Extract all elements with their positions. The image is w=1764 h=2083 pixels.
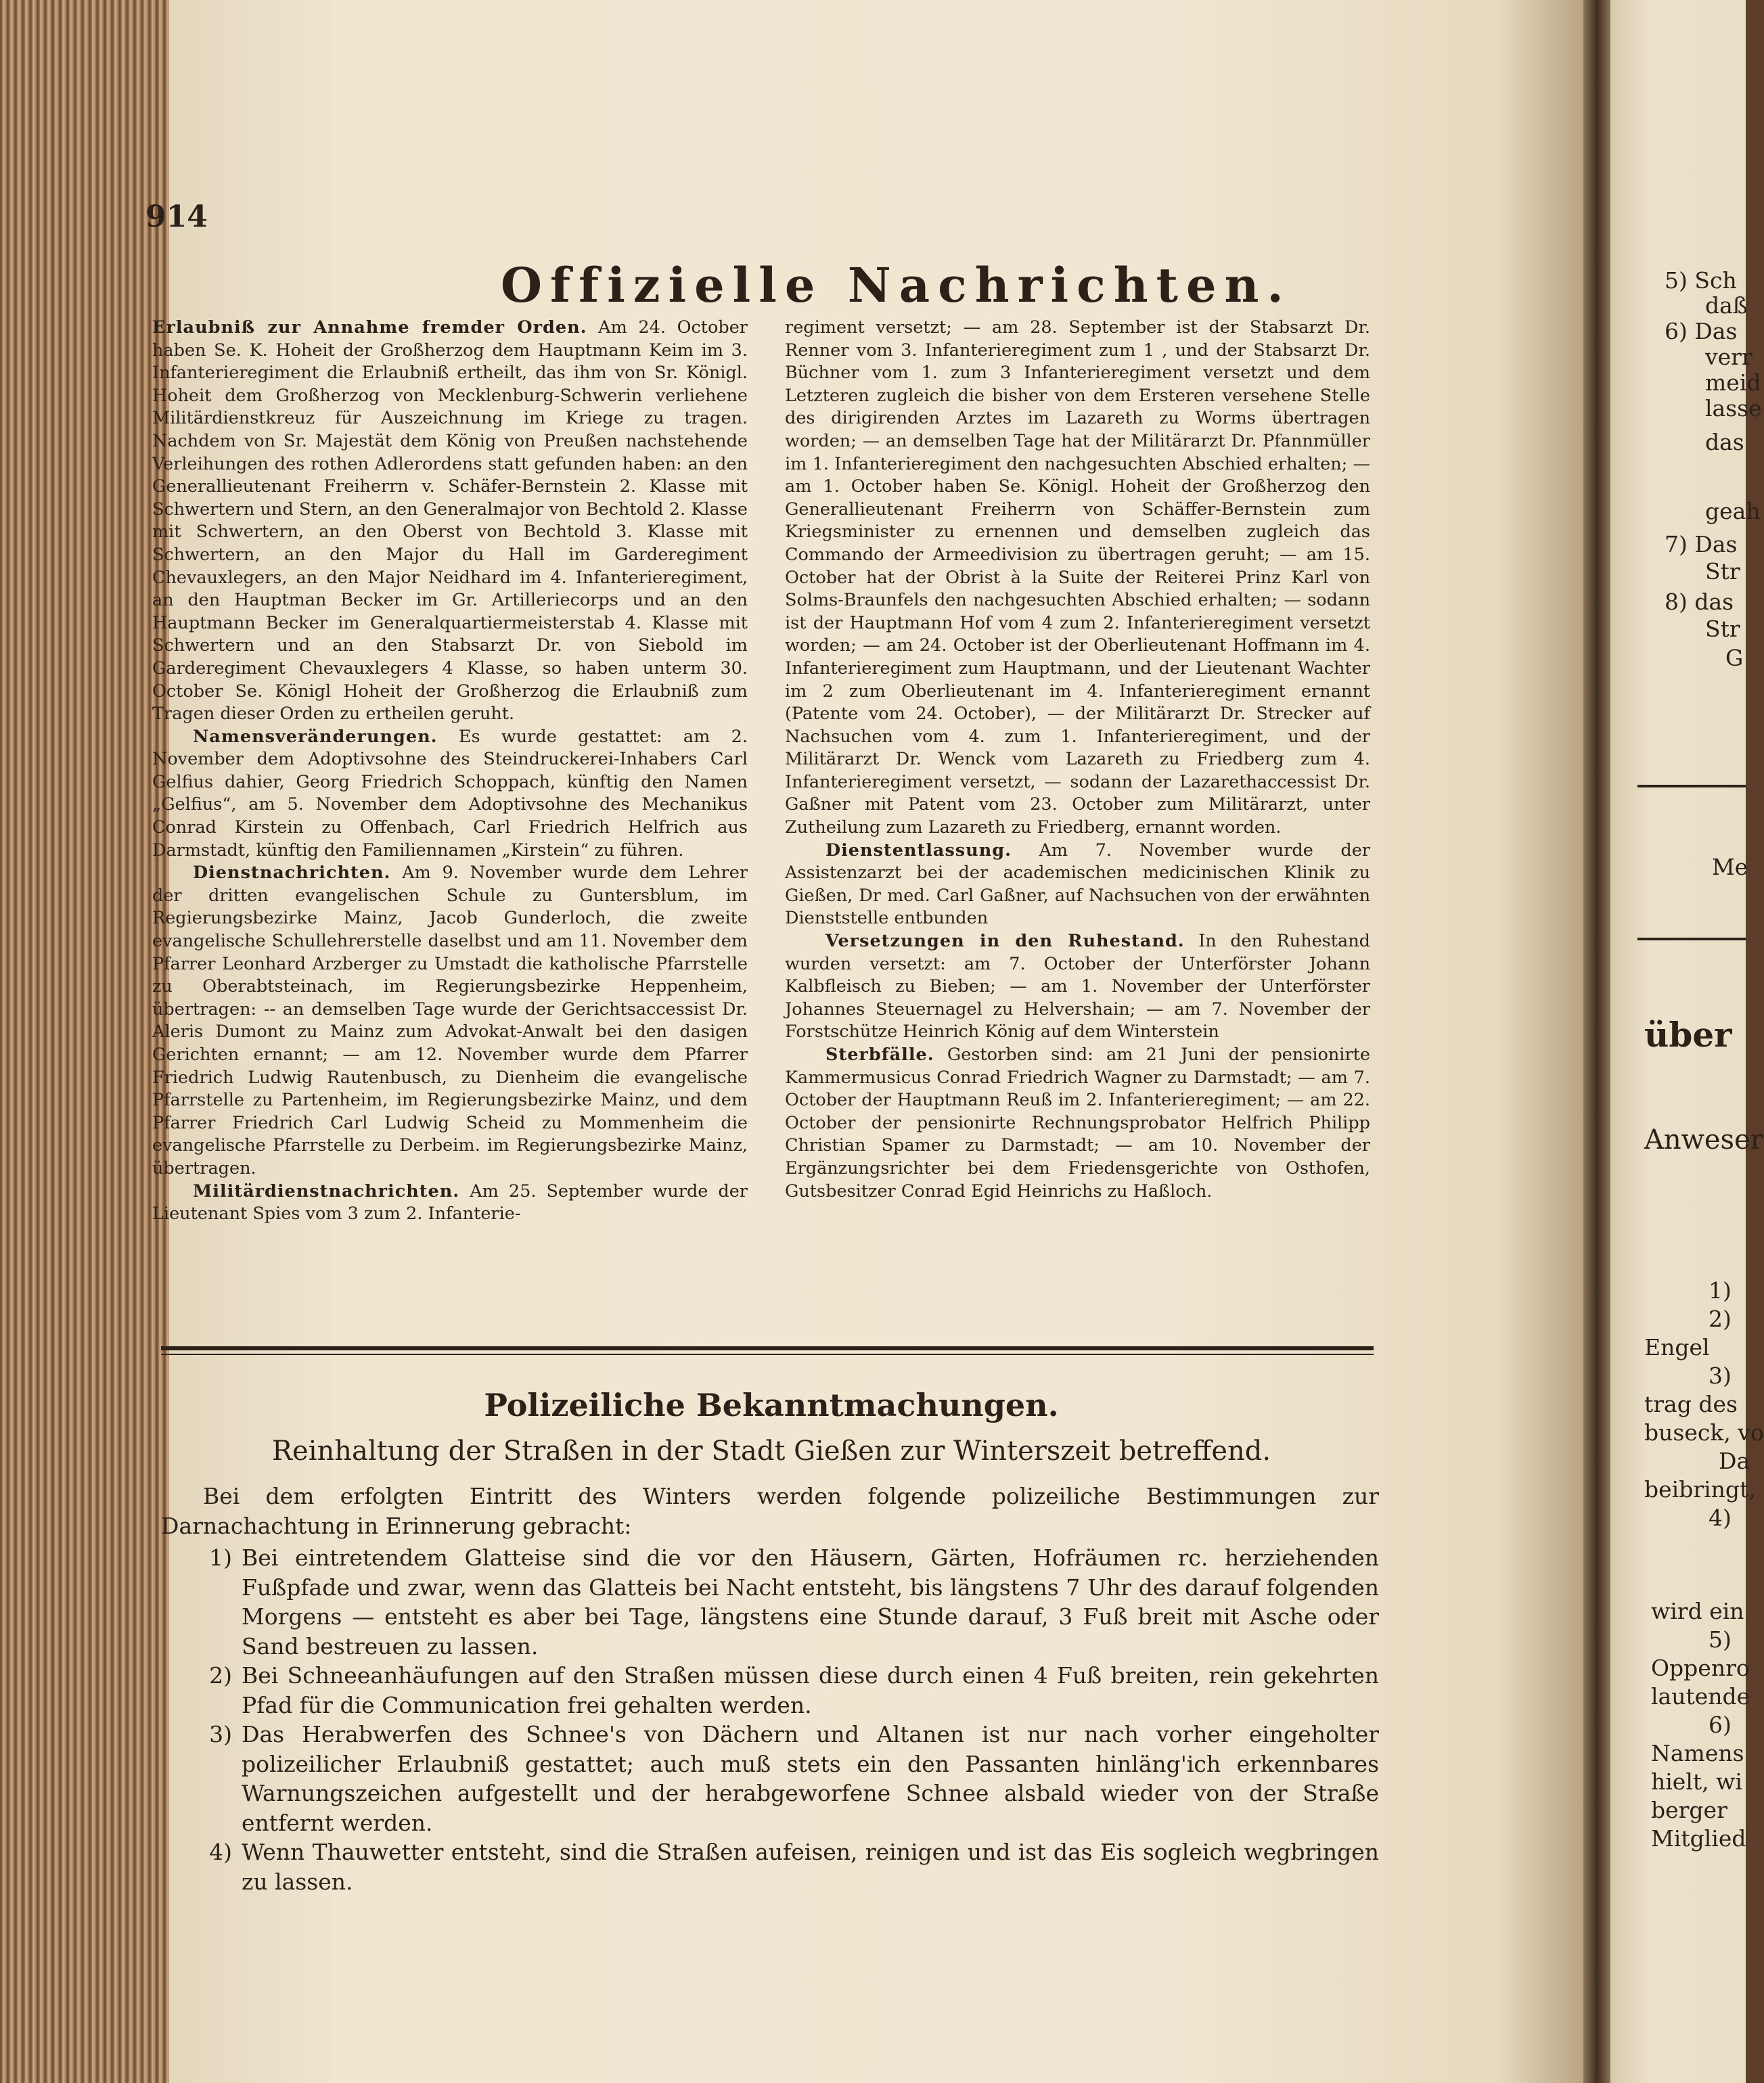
- article-heading: Versetzungen in den Ruhestand.: [826, 931, 1185, 952]
- fragment-text: Str: [1705, 616, 1740, 642]
- fragment-text: berger: [1651, 1797, 1727, 1823]
- article-text: Am 7. November wurde der Assistenzarzt bei der academischen medicinischen Klinik zu Gießen, Dr med. Carl Gaßner, auf Nachsuchen von der erwähnten Dienststelle entbunden: [785, 840, 1370, 929]
- fragment-text: 2): [1709, 1306, 1732, 1332]
- book-gutter: [1583, 0, 1610, 2083]
- item-text: Bei eintretendem Glatteise sind die vor den Häusern, Gärten, Hofräumen rc. herziehenden Fußpfade und zwar, wenn das Glatteis bei Nacht entsteht, bis längstens 7 Uhr des darauf folgenden Morgens — entsteht es aber bei Tage, längstens eine Stunde darauf, 3 Fuß breit mit Asche oder Sand bestreuen zu lassen.: [242, 1544, 1379, 1659]
- item-number: 3): [209, 1721, 232, 1747]
- police-notice-subtitle: Reinhaltung der Straßen in der Stadt Gießen zur Winterszeit betreffend.: [271, 1436, 1271, 1467]
- fragment-text: Me: [1712, 854, 1748, 880]
- article-text: Am 24. October haben Se. K. Hoheit der Großherzog dem Hauptmann Keim im 3. Infanterieregiment die Erlaubniß ertheilt, das ihm von Sr. Königl. Hoheit dem Großherzog von Mecklenburg-Schwerin verliehene Militärdienstkreuz für Auszeichnung im Kriege zu tragen. Nachdem von Sr. Majestät dem König von Preußen nachstehende Verleihungen des rothen Adlerordens statt gefunden haben: an den Generallieutenant Freiherrn v. Schäfer-Bernstein 2. Klasse mit Schwertern und Stern, an den Generalmajor von Bechtold 2. Klasse mit Schwertern, an den Oberst von Bechtold 3. Klasse mit Schwertern, an den Major du Hall im Garderegiment Chevauxlegers, an den Major Neidhard im 4. Infanterieregiment, an den Hauptman Becker im Gr. Artilleriecorps und an den Hauptmann Becker im Generalquartiermeisterstab 4. Klasse mit Schwertern und an den Stabsarzt Dr. von Siebold im Garderegiment Chevauxlegers 4 Klasse, so haben unterm 30. October Se. Königl Hoheit der Großherzog die Erlaubniß zum Tragen dieser Orden zu ertheilen geruht.: [152, 317, 748, 725]
- fragment-text: 8) das: [1665, 589, 1734, 615]
- article-heading: Militärdienstnachrichten.: [193, 1181, 460, 1201]
- article-paragraph: [152, 726, 748, 863]
- article-paragraph: [785, 930, 1370, 1044]
- fragment-text: 7) Das: [1665, 531, 1738, 557]
- article-text: regiment versetzt; — am 28. September ist der Stabsarzt Dr. Renner vom 3. Infanterieregiment zum 1 , und der Stabsarzt Dr. Büchner vom 1. zum 3 Infanterieregiment versetzt und dem Letzteren zugleich die bisher von dem Ersteren versehene Stelle des dirigirenden Arztes im Lazareth zu Worms übertragen worden; — an demselben Tage hat der Militärarzt Dr. Pfannmüller im 1. Infanterieregiment den nachgesuchten Abschied erhalten; — am 1. October haben Se. Königl. Hoheit der Großherzog den Generallieutenant Freiherrn von Schäffer-Bernstein zum Kriegsminister zu ernennen und demselben zugleich das Commando der Armeedivision zu übertragen geruht; — am 15. October hat der Obrist à la Suite der Reiterei Prinz Karl von Solms-Braunfels den nachgesuchten Abschied erhalten; — sodann ist der Hauptmann Hof vom 4 zum 2. Infanterieregiment versetzt worden; — am 24. October ist der Oberlieutenant Hoffmann im 4. Infanterieregiment zum Hauptmann, und der Lieutenant Wachter im 2 zum Oberlieutenant im 4. Infanterieregiment ernannt (Patente vom 24. October), — der Militärarzt Dr. Strecker auf Nachsuchen vom 4. zum 1. Infanterieregiment, und der Militärarzt Dr. Wenck vom Lazareth zu Friedberg zum 4. Infanterieregiment versetzt, — sodann der Lazarethaccessist Dr. Gaßner mit Patent vom 23. October zum Militärarzt, unter Zutheilung zum Lazareth zu Friedberg, ernannt worden.: [785, 317, 1370, 838]
- section-divider-thin: [161, 1354, 1374, 1355]
- fragment-text: das: [1705, 429, 1744, 455]
- article-paragraph: [152, 862, 748, 1180]
- fragment-text: Anweser: [1644, 1124, 1763, 1155]
- fragment-heading: über: [1644, 1015, 1732, 1055]
- fragment-text: 6) Das: [1665, 318, 1738, 344]
- police-item: [161, 1661, 1379, 1720]
- police-notice-body: [161, 1482, 1379, 1896]
- fragment-text: 3): [1709, 1363, 1732, 1389]
- fragment-text: 4): [1709, 1505, 1732, 1531]
- fragment-text: hielt, wi: [1651, 1768, 1742, 1795]
- police-item: [161, 1543, 1379, 1661]
- fragment-text: buseck, vo: [1644, 1419, 1764, 1446]
- fragment-text: Str: [1705, 558, 1740, 585]
- article-heading: Sterbfälle.: [826, 1045, 934, 1065]
- article-heading: Dienstentlassung.: [826, 840, 1012, 861]
- police-section-title: Polizeiliche Bekanntmachungen.: [484, 1387, 1059, 1423]
- item-number: 2): [209, 1662, 232, 1689]
- fragment-text: Oppenro: [1651, 1655, 1750, 1681]
- fragment-rule: [1637, 785, 1746, 787]
- fragment-text: verr: [1705, 344, 1752, 370]
- article-heading: Dienstnachrichten.: [193, 863, 391, 884]
- article-heading: Erlaubniß zur Annahme fremder Orden.: [152, 317, 587, 338]
- right-column: [785, 317, 1370, 1203]
- fragment-rule: [1637, 938, 1746, 940]
- next-page-fragment: [1610, 0, 1764, 2083]
- item-number: 1): [209, 1544, 232, 1571]
- article-paragraph: [152, 317, 748, 726]
- article-text: Es wurde gestattet: am 2. November dem Adoptivsohne des Steindruckerei-Inhabers Carl Gelfius dahier, Georg Friedrich Schoppach, künftig den Namen „Gelfius“, am 5. November dem Adoptivsohne des Mechanikus Conrad Kirstein zu Offenbach, Carl Friedrich Helfrich aus Darmstadt, künftig den Familiennamen „Kirstein“ zu führen.: [152, 726, 748, 861]
- fragment-text: beibringt,: [1644, 1476, 1756, 1503]
- fragment-text: G: [1725, 645, 1744, 671]
- article-paragraph: [785, 1044, 1370, 1203]
- fragment-text: Namens: [1651, 1740, 1744, 1766]
- page-number: 914: [145, 200, 208, 234]
- fragment-text: 5) Sch: [1665, 267, 1737, 294]
- fragment-text: trag des: [1644, 1391, 1738, 1417]
- article-paragraph: [785, 840, 1370, 930]
- fragment-text: Mitglied: [1651, 1825, 1746, 1852]
- fragment-text: geah: [1705, 498, 1761, 524]
- fragment-text: meid: [1705, 369, 1761, 396]
- article-heading: Namensveränderungen.: [193, 726, 438, 747]
- article-text: In den Ruhestand wurden versetzt: am 7. October der Unterförster Johann Kalbfleisch zu Bieben; — am 1. November der Unterförster Johannes Steuernagel zu Helvershain; — am 7. November der Forstschütze Heinrich König auf dem Winterstein: [785, 931, 1370, 1043]
- fragment-text: 5): [1709, 1626, 1732, 1653]
- fragment-text: 1): [1709, 1277, 1732, 1304]
- article-text: Gestorben sind: am 21 Juni der pensionirte Kammermusicus Conrad Friedrich Wagner zu Darmstadt; — am 7. October der Hauptmann Reuß im 2. Infanterieregiment; — am 22. October der pensionirte Rechnungsprobator Helfrich Philipp Christian Spamer zu Darmstadt; — am 10. November der Ergänzungsrichter bei dem Friedensgerichte von Osthofen, Gutsbesitzer Conrad Egid Heinrichs zu Haßloch.: [785, 1045, 1370, 1201]
- fragment-text: wird ein: [1651, 1598, 1744, 1624]
- item-number: 4): [209, 1839, 232, 1865]
- item-text: Wenn Thauwetter entsteht, sind die Straßen aufeisen, reinigen und ist das Eis sogleich wegbringen zu lassen.: [242, 1839, 1379, 1895]
- article-text: Am 25. September wurde der Lieutenant Spies vom 3 zum 2. Infanterie-: [152, 1181, 748, 1224]
- item-text: Bei Schneeanhäufungen auf den Straßen müssen diese durch einen 4 Fuß breiten, rein gekehrten Pfad für die Communication frei gehalten werden.: [242, 1662, 1379, 1718]
- article-paragraph: [785, 317, 1370, 840]
- police-intro: Bei dem erfolgten Eintritt des Winters werden folgende polizeiliche Bestimmungen zur Darnachachtung in Erinnerung gebracht:: [161, 1483, 1379, 1539]
- main-title: Offizielle Nachrichten.: [501, 257, 1292, 313]
- article-text: Am 9. November wurde dem Lehrer der dritten evangelischen Schule zu Guntersblum, im Regierungsbezirke Mainz, Jacob Gunderloch, die zweite evangelische Schullehrerstelle daselbst und am 11. November dem Pfarrer Leonhard Arzberger zu Umstadt die katholische Pfarrstelle zu Oberabtsteinach, im Regierungsbezirke Heppenheim, übertragen: -- an demselben Tage wurde der Gerichtsaccessist Dr. Aleris Dumont zu Mainz zum Advokat-Anwalt bei den dasigen Gerichten ernannt; — am 12. November wurde dem Pfarrer Friedrich Ludwig Rautenbusch, zu Dienheim die evangelische Pfarrstelle zu Partenheim, im Regierungsbezirke Mainz, und dem Pfarrer Friedrich Carl Ludwig Scheid zu Mommenheim die evangelische Pfarrstelle zu Derbeim. im Regierungsbezirke Mainz, übertragen.: [152, 863, 748, 1178]
- section-divider: [161, 1346, 1374, 1350]
- fragment-text: 6): [1709, 1712, 1732, 1738]
- item-text: Das Herabwerfen des Schnee's von Dächern und Altanen ist nur nach vorher eingeholter polizeilicher Erlaubniß gestattet; auch muß stets ein den Passanten hinläng'ich erkennbares Warnungszeichen aufgestellt und der herabgeworfene Schnee alsbald wieder von der Straße entfernt werden.: [242, 1721, 1379, 1836]
- fragment-text: lautende: [1651, 1683, 1750, 1710]
- fragment-text: Da: [1719, 1448, 1750, 1474]
- left-column: [152, 317, 748, 1226]
- article-paragraph: [152, 1181, 748, 1226]
- fragment-text: lasse: [1705, 395, 1762, 421]
- book-page-edges: [0, 0, 169, 2083]
- police-item: [161, 1720, 1379, 1837]
- police-item: [161, 1837, 1379, 1896]
- fragment-text: daß: [1705, 292, 1748, 319]
- fragment-text: Engel: [1644, 1334, 1710, 1360]
